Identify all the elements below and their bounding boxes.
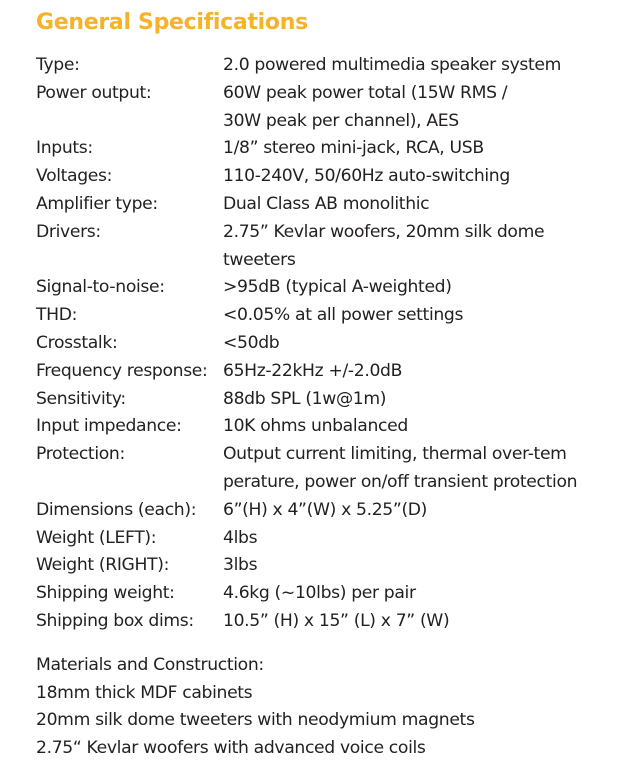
spec-row-shipping-box-dims <box>36 608 616 636</box>
spec-value <box>223 608 616 636</box>
spec-value-line: 2.75” Kevlar woofers, 20mm silk dome <box>223 221 545 242</box>
spec-row-protection <box>36 441 616 497</box>
spec-value-line: 2.0 powered multimedia speaker system <box>223 55 562 75</box>
page-title: General Specifications <box>36 10 308 35</box>
spec-row-frequency-response <box>36 358 616 386</box>
spec-value-line: 88db SPL (1w@1m) <box>223 388 387 409</box>
spec-label: THD: <box>36 305 78 326</box>
spec-row-shipping-weight <box>36 580 616 608</box>
spec-label: Input impedance: <box>36 416 182 437</box>
spec-label: Type: <box>36 55 80 75</box>
spec-value <box>223 358 616 386</box>
spec-row-type <box>36 52 616 80</box>
spec-value <box>223 580 616 608</box>
spec-row-input-impedance <box>36 413 616 441</box>
spec-label: Weight (LEFT): <box>36 527 157 548</box>
spec-row-amplifier-type <box>36 191 616 219</box>
spec-value-line: <50db <box>223 332 280 353</box>
spec-value <box>223 135 616 163</box>
spec-row-power-output <box>36 80 616 136</box>
materials-section <box>36 652 475 762</box>
spec-value-line: 3lbs <box>223 555 258 576</box>
spec-value <box>223 219 616 275</box>
spec-value <box>223 413 616 441</box>
spec-value <box>223 386 616 414</box>
spec-value <box>223 525 616 553</box>
spec-value <box>223 497 616 525</box>
spec-label: Drivers: <box>36 221 101 242</box>
spec-value-line: 4lbs <box>223 527 258 548</box>
materials-item: 18mm thick MDF cabinets <box>36 682 253 703</box>
spec-value <box>223 80 616 136</box>
spec-value-line: tweeters <box>223 249 296 270</box>
spec-label: Amplifier type: <box>36 193 158 214</box>
spec-value-line: Output current limiting, thermal over-tem <box>223 444 567 465</box>
spec-row-signal-to-noise <box>36 274 616 302</box>
spec-row-weight-right <box>36 552 616 580</box>
spec-value-line: Dual Class AB monolithic <box>223 193 430 214</box>
spec-value-line: 65Hz-22kHz +/-2.0dB <box>223 360 403 381</box>
spec-value-line: 30W peak per channel), AES <box>223 110 459 131</box>
spec-value-line: 10.5” (H) x 15” (L) x 7” (W) <box>223 610 450 631</box>
spec-value <box>223 191 616 219</box>
spec-value <box>223 330 616 358</box>
spec-value-line: >95dB (typical A-weighted) <box>223 277 452 298</box>
spec-value-line: 1/8” stereo mini-jack, RCA, USB <box>223 138 484 159</box>
spec-value-line: 60W peak power total (15W RMS / <box>223 82 508 103</box>
spec-row-weight-left <box>36 525 616 553</box>
spec-label: Sensitivity: <box>36 388 126 409</box>
spec-value-line: perature, power on/off transient protection <box>223 471 578 492</box>
spec-value <box>223 52 616 80</box>
spec-row-inputs <box>36 135 616 163</box>
materials-heading: Materials and Construction: <box>36 655 264 675</box>
spec-row-voltages <box>36 163 616 191</box>
spec-label: Frequency response: <box>36 360 208 381</box>
spec-label: Dimensions (each): <box>36 499 197 520</box>
spec-list <box>36 52 616 636</box>
spec-row-dimensions <box>36 497 616 525</box>
spec-label: Inputs: <box>36 138 93 159</box>
spec-value-line: 10K ohms unbalanced <box>223 416 408 437</box>
spec-label: Weight (RIGHT): <box>36 555 170 576</box>
spec-value <box>223 163 616 191</box>
spec-label: Protection: <box>36 444 125 465</box>
spec-value-line: 6”(H) x 4”(W) x 5.25”(D) <box>223 499 428 520</box>
materials-item: 20mm silk dome tweeters with neodymium magnets <box>36 710 475 731</box>
spec-row-sensitivity <box>36 386 616 414</box>
spec-label: Shipping weight: <box>36 583 175 604</box>
spec-row-thd <box>36 302 616 330</box>
spec-value <box>223 441 616 497</box>
spec-row-crosstalk <box>36 330 616 358</box>
spec-value-line: 4.6kg (~10lbs) per pair <box>223 583 416 604</box>
materials-item: 2.75“ Kevlar woofers with advanced voice coils <box>36 737 426 758</box>
spec-value <box>223 302 616 330</box>
spec-label: Voltages: <box>36 166 113 187</box>
spec-label: Signal-to-noise: <box>36 277 165 298</box>
spec-value <box>223 274 616 302</box>
spec-value <box>223 552 616 580</box>
spec-row-drivers <box>36 219 616 275</box>
spec-label: Crosstalk: <box>36 332 118 353</box>
spec-label: Shipping box dims: <box>36 610 194 631</box>
spec-value-line: <0.05% at all power settings <box>223 305 464 326</box>
spec-label: Power output: <box>36 82 152 103</box>
spec-value-line: 110-240V, 50/60Hz auto-switching <box>223 166 510 187</box>
